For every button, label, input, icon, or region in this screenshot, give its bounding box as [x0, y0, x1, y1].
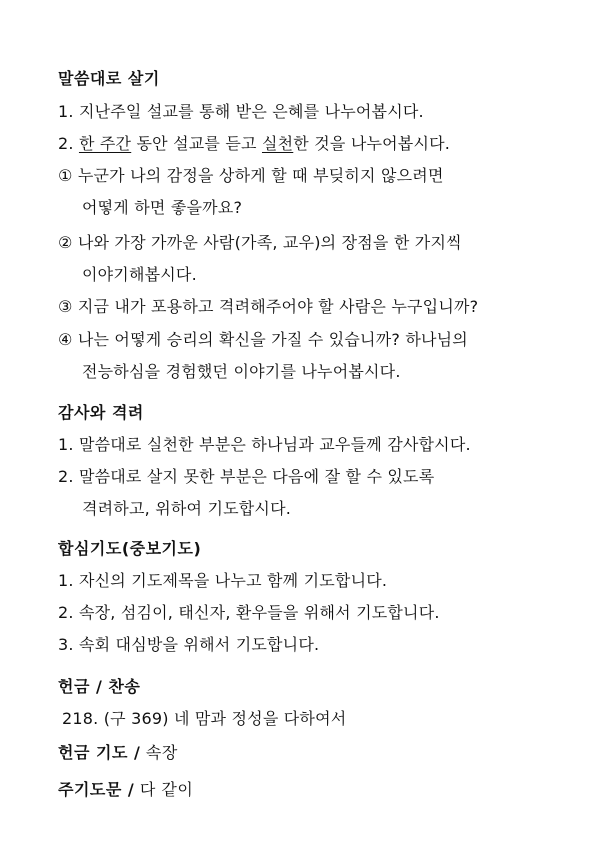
- list-item-line-1: 2. 말씀대로 살지 못한 부분은 다음에 잘 할 수 있도록: [58, 467, 435, 486]
- lords-prayer-value: 다 같이: [134, 780, 194, 799]
- list-item-text: 동안 설교를 듣고: [131, 134, 262, 153]
- list-item-prefix: 2.: [58, 134, 79, 153]
- list-item: 1. 자신의 기도제목을 나누고 함께 기도합니다.: [58, 571, 388, 590]
- list-item: 1. 말씀대로 실천한 부분은 하나님과 교우들께 감사합시다.: [58, 435, 471, 454]
- offering-prayer-line: [58, 740, 178, 763]
- offering-prayer-value: 속장: [140, 743, 178, 762]
- question-4-line-2: 전능하심을 경험했던 이야기를 나누어봅시다.: [82, 362, 401, 381]
- question-4-line-1: ④ 나는 어떻게 승리의 확신을 가질 수 있습니까? 하나님의: [58, 330, 468, 349]
- underlined-text: 실천: [261, 134, 294, 153]
- question-3: ③ 지금 내가 포용하고 격려해주어야 할 사람은 누구입니까?: [58, 297, 479, 316]
- list-item: 3. 속회 대심방을 위해서 기도합니다.: [58, 635, 320, 654]
- lords-prayer-label: 주기도문 /: [58, 780, 135, 799]
- offering-prayer-label: 헌금 기도 /: [58, 743, 141, 762]
- section-title-offering-hymn: 헌금 / 찬송: [58, 677, 141, 696]
- hymn-line: 218. (구 369) 네 맘과 정성을 다하여서: [62, 709, 347, 728]
- list-item: 2. 속장, 섬김이, 태신자, 환우들을 위해서 기도합니다.: [58, 603, 440, 622]
- section-title-live-by-word: 말씀대로 살기: [58, 69, 160, 88]
- question-1-line-2: 어떻게 하면 좋을까요?: [82, 198, 243, 217]
- section-title-thanks: 감사와 격려: [58, 403, 144, 422]
- question-1-line-1: ① 누군가 나의 감정을 상하게 할 때 부딪히지 않으려면: [58, 166, 444, 185]
- section-title-prayer: 합심기도(중보기도): [58, 539, 202, 558]
- lords-prayer-line: [58, 777, 193, 800]
- list-item-text: 한 것을 나누어봅시다.: [293, 134, 451, 153]
- underlined-text: 한 주간: [78, 134, 132, 153]
- question-2-line-1: ② 나와 가장 가까운 사람(가족, 교우)의 장점을 한 가지씩: [58, 233, 462, 252]
- list-item: [58, 131, 450, 154]
- question-2-line-2: 이야기해봅시다.: [82, 265, 197, 284]
- list-item: 1. 지난주일 설교를 통해 받은 은혜를 나누어봅시다.: [58, 102, 424, 121]
- list-item-line-2: 격려하고, 위하여 기도합시다.: [82, 499, 292, 518]
